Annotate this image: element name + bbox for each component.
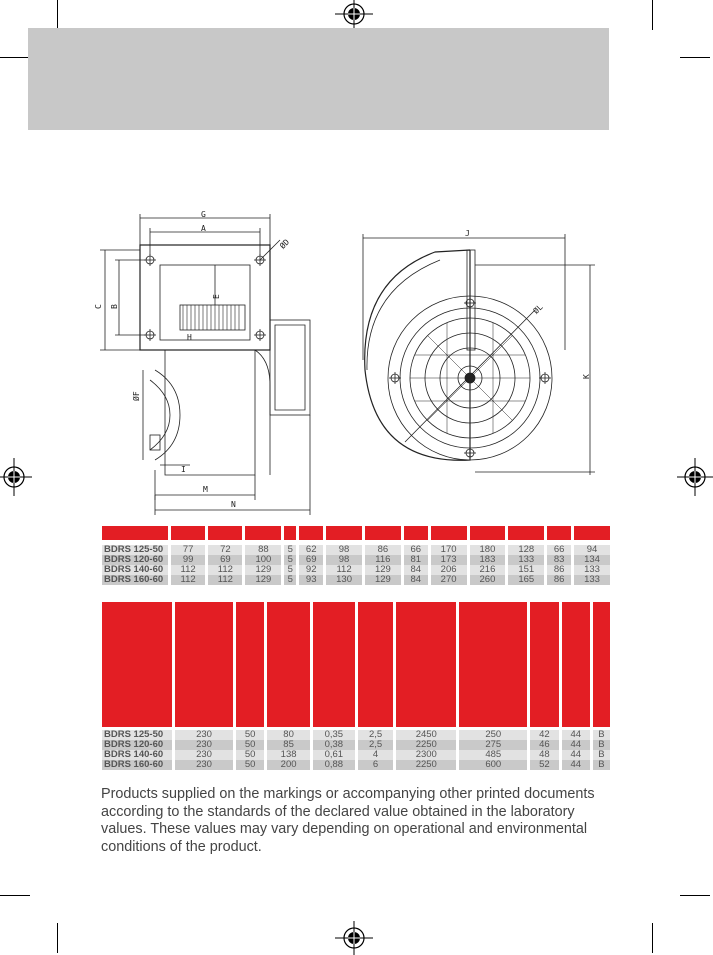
header-cell [459,707,527,727]
value-cell: B [593,730,610,740]
value-cell: 0,61 [313,750,355,760]
value-cell: 4 [358,750,393,760]
value-cell: 5 [284,575,296,585]
value-cell: B [593,740,610,750]
value-cell: 66 [404,545,428,555]
header-cell [396,707,456,727]
value-cell: 44 [562,750,590,760]
header-cell [313,602,355,707]
value-cell: 94 [574,545,610,555]
value-cell: 134 [574,555,610,565]
value-cell: 180 [470,545,506,555]
header-cell [508,526,544,540]
value-cell: 151 [508,565,544,575]
header-cell [267,707,310,727]
header-cell [358,707,393,727]
value-cell: B [593,760,610,770]
value-cell: 0,38 [313,740,355,750]
value-cell: 112 [208,575,242,585]
value-cell: 170 [431,545,467,555]
header-cell [236,707,264,727]
header-cell [396,602,456,707]
footnote-text: Products supplied on the markings or accompanying other printed documents according to the standards of the declared value obtained in the laboratory values. These values may vary depending on operational and environmental conditions of the product. [101,786,595,855]
header-band [28,28,609,130]
value-cell: 69 [208,555,242,565]
value-cell: 165 [508,575,544,585]
header-cell [102,526,168,540]
model-cell: BDRS 120-60 [102,740,172,750]
value-cell: 84 [404,575,428,585]
dim-label-f: ØF [132,391,141,401]
value-cell: 230 [175,750,233,760]
value-cell: 44 [562,740,590,750]
value-cell: 50 [236,750,264,760]
value-cell: 48 [530,750,558,760]
dim-label-e: E [212,294,221,299]
value-cell: 92 [299,565,323,575]
value-cell: 133 [574,575,610,585]
crop-mark [0,895,30,896]
table-header-row [102,526,610,540]
model-cell: BDRS 160-60 [102,760,172,770]
fan-technical-drawing [95,210,615,520]
value-cell: B [593,750,610,760]
header-cell [365,526,401,540]
crop-mark [57,0,58,30]
header-cell [267,602,310,707]
value-cell: 2,5 [358,730,393,740]
header-cell [175,602,233,707]
header-cell [404,526,428,540]
crop-mark [652,923,653,953]
model-cell: BDRS 140-60 [102,565,168,575]
value-cell: 230 [175,730,233,740]
value-cell: 275 [459,740,527,750]
dim-label-b: B [110,304,119,309]
registration-mark-icon [677,458,713,496]
value-cell: 112 [171,565,205,575]
dimensions-table [99,526,613,585]
value-cell: 85 [267,740,310,750]
value-cell: 2250 [396,760,456,770]
value-cell: 133 [508,555,544,565]
header-cell [459,602,527,707]
dim-label-i: I [181,465,186,474]
crop-mark [57,923,58,953]
value-cell: 2,5 [358,740,393,750]
value-cell: 183 [470,555,506,565]
value-cell: 0,88 [313,760,355,770]
value-cell: 5 [284,555,296,565]
value-cell: 81 [404,555,428,565]
header-cell [547,526,571,540]
dim-label-k: K [582,374,591,379]
value-cell: 69 [299,555,323,565]
header-cell [530,602,558,727]
value-cell: 44 [562,730,590,740]
value-cell: 116 [365,555,401,565]
header-cell [470,526,506,540]
value-cell: 2250 [396,740,456,750]
table-row [102,760,610,770]
header-cell [284,526,296,540]
technical-data-table [99,602,613,770]
value-cell: 72 [208,545,242,555]
dim-label-g: G [201,210,206,219]
value-cell: 98 [326,555,362,565]
dim-label-d: ØD [278,237,292,251]
value-cell: 44 [562,760,590,770]
header-cell [245,526,281,540]
value-cell: 99 [171,555,205,565]
header-cell [171,526,205,540]
value-cell: 50 [236,740,264,750]
header-cell [326,526,362,540]
crop-mark [652,0,653,30]
header-cell [313,707,355,727]
value-cell: 130 [326,575,362,585]
dim-label-a: A [201,224,206,233]
header-cell [593,602,610,727]
value-cell: 600 [459,760,527,770]
table-row [102,575,610,585]
value-cell: 216 [470,565,506,575]
crop-mark [680,57,710,58]
value-cell: 230 [175,740,233,750]
value-cell: 46 [530,740,558,750]
value-cell: 250 [459,730,527,740]
value-cell: 2450 [396,730,456,740]
value-cell: 270 [431,575,467,585]
model-cell: BDRS 160-60 [102,575,168,585]
value-cell: 50 [236,760,264,770]
table-row [102,750,610,760]
value-cell: 80 [267,730,310,740]
model-cell: BDRS 125-50 [102,730,172,740]
header-cell [574,526,610,540]
value-cell: 200 [267,760,310,770]
header-cell [236,602,264,707]
value-cell: 485 [459,750,527,760]
value-cell: 66 [547,545,571,555]
value-cell: 84 [404,565,428,575]
value-cell: 86 [547,565,571,575]
value-cell: 128 [508,545,544,555]
value-cell: 112 [208,565,242,575]
header-cell [562,602,590,727]
value-cell: 100 [245,555,281,565]
value-cell: 129 [365,565,401,575]
value-cell: 129 [245,575,281,585]
value-cell: 138 [267,750,310,760]
registration-mark-icon [0,458,32,496]
value-cell: 42 [530,730,558,740]
dim-label-m: M [203,485,208,494]
dim-label-n: N [231,500,236,509]
value-cell: 50 [236,730,264,740]
value-cell: 5 [284,565,296,575]
dim-label-j: J [465,229,470,238]
crop-mark [680,895,710,896]
value-cell: 86 [365,545,401,555]
value-cell: 2300 [396,750,456,760]
value-cell: 77 [171,545,205,555]
value-cell: 0,35 [313,730,355,740]
value-cell: 173 [431,555,467,565]
value-cell: 260 [470,575,506,585]
table-row [102,740,610,750]
value-cell: 93 [299,575,323,585]
value-cell: 88 [245,545,281,555]
value-cell: 52 [530,760,558,770]
value-cell: 98 [326,545,362,555]
header-cell [175,707,233,727]
header-cell [102,602,172,727]
model-cell: BDRS 125-50 [102,545,168,555]
table-header-row [102,602,610,707]
dim-label-h: H [187,333,192,342]
header-cell [431,526,467,540]
header-cell [358,602,393,707]
value-cell: 133 [574,565,610,575]
value-cell: 129 [245,565,281,575]
dim-label-c: C [94,304,103,309]
model-cell: BDRS 140-60 [102,750,172,760]
crop-mark [0,57,30,58]
value-cell: 86 [547,575,571,585]
header-cell [208,526,242,540]
value-cell: 6 [358,760,393,770]
header-cell [299,526,323,540]
value-cell: 230 [175,760,233,770]
value-cell: 112 [171,575,205,585]
value-cell: 129 [365,575,401,585]
value-cell: 62 [299,545,323,555]
dim-label-l: ØL [531,302,545,316]
value-cell: 5 [284,545,296,555]
registration-mark-icon [335,921,373,955]
table-row [102,730,610,740]
model-cell: BDRS 120-60 [102,555,168,565]
value-cell: 206 [431,565,467,575]
value-cell: 112 [326,565,362,575]
value-cell: 83 [547,555,571,565]
